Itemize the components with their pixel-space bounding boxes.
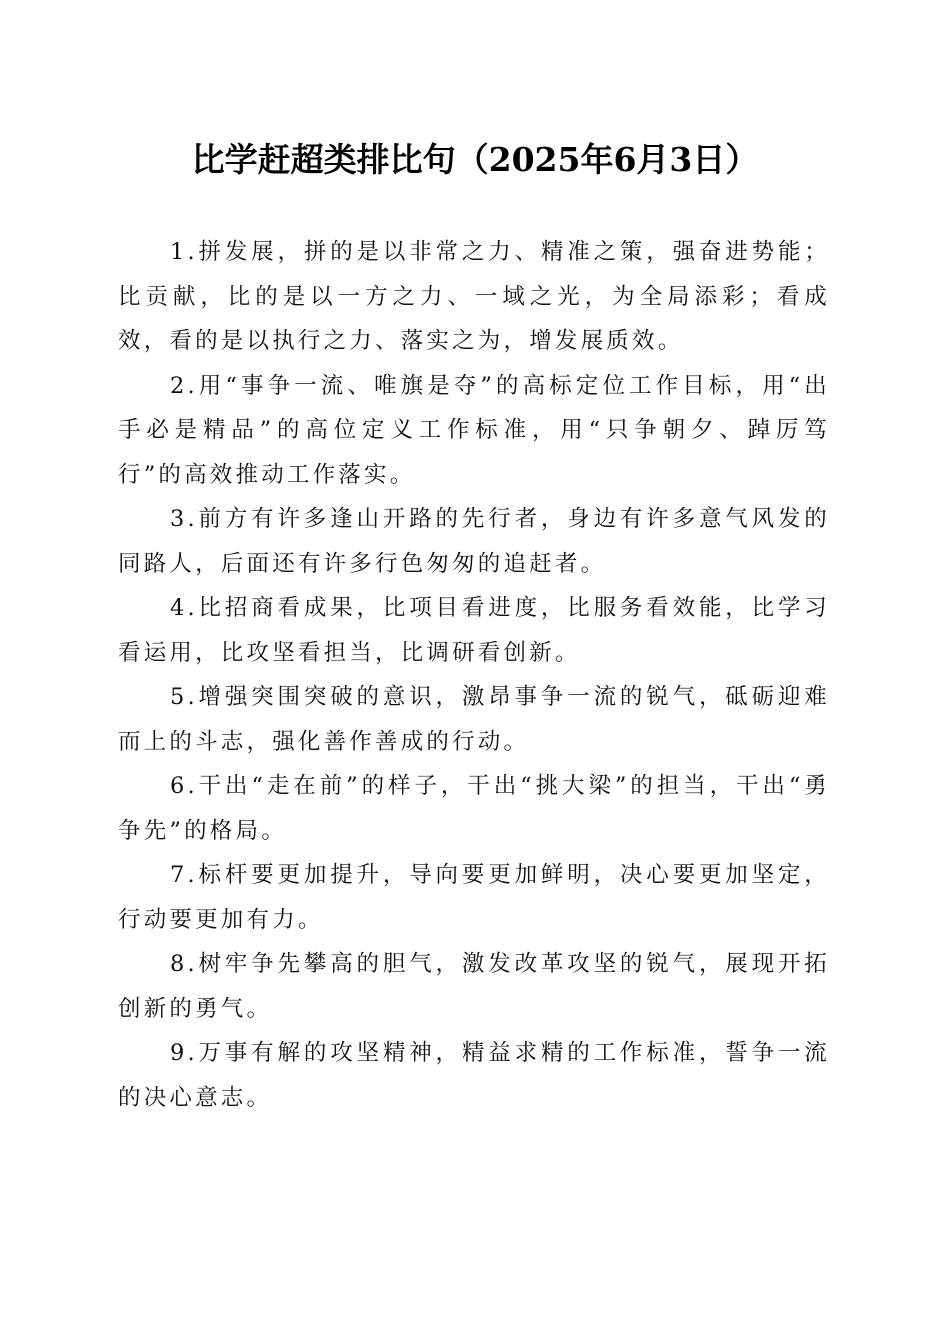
paragraph-8: 8.树牢争先攀高的胆气，激发改革攻坚的锐气，展现开拓创新的勇气。 <box>118 951 830 1022</box>
paragraph-5: 5.增强突围突破的意识，激昂事争一流的锐气，砥砺迎难而上的斗志，强化善作善成的行动。 <box>118 684 830 755</box>
paragraph-3: 3.前方有许多逢山开路的先行者，身边有许多意气风发的同路人，后面还有许多行色匆匆的追赶者。 <box>118 506 830 577</box>
document-body <box>118 230 830 1120</box>
paragraph-1: 1.拼发展，拼的是以非常之力、精准之策，强奋进势能；比贡献，比的是以一方之力、一域之光，为全局添彩；看成效，看的是以执行之力、落实之为，增发展质效。 <box>118 239 830 354</box>
paragraph-4: 4.比招商看成果，比项目看进度，比服务看效能，比学习看运用，比攻坚看担当，比调研看创新。 <box>118 595 830 666</box>
paragraph-7: 7.标杆要更加提升，导向要更加鲜明，决心要更加坚定，行动要更加有力。 <box>118 862 830 933</box>
paragraph-6: 6.干出“走在前”的样子，干出“挑大梁”的担当，干出“勇争先”的格局。 <box>118 773 830 844</box>
document-title: 比学赶超类排比句（2025年6月3日） <box>191 140 759 179</box>
paragraph-2: 2.用“事争一流、唯旗是夺”的高标定位工作目标，用“出手必是精品”的高位定义工作标准，用“只争朝夕、踔厉笃行”的高效推动工作落实。 <box>118 372 830 488</box>
paragraph-9: 9.万事有解的攻坚精神，精益求精的工作标准，誓争一流的决心意志。 <box>118 1040 830 1111</box>
